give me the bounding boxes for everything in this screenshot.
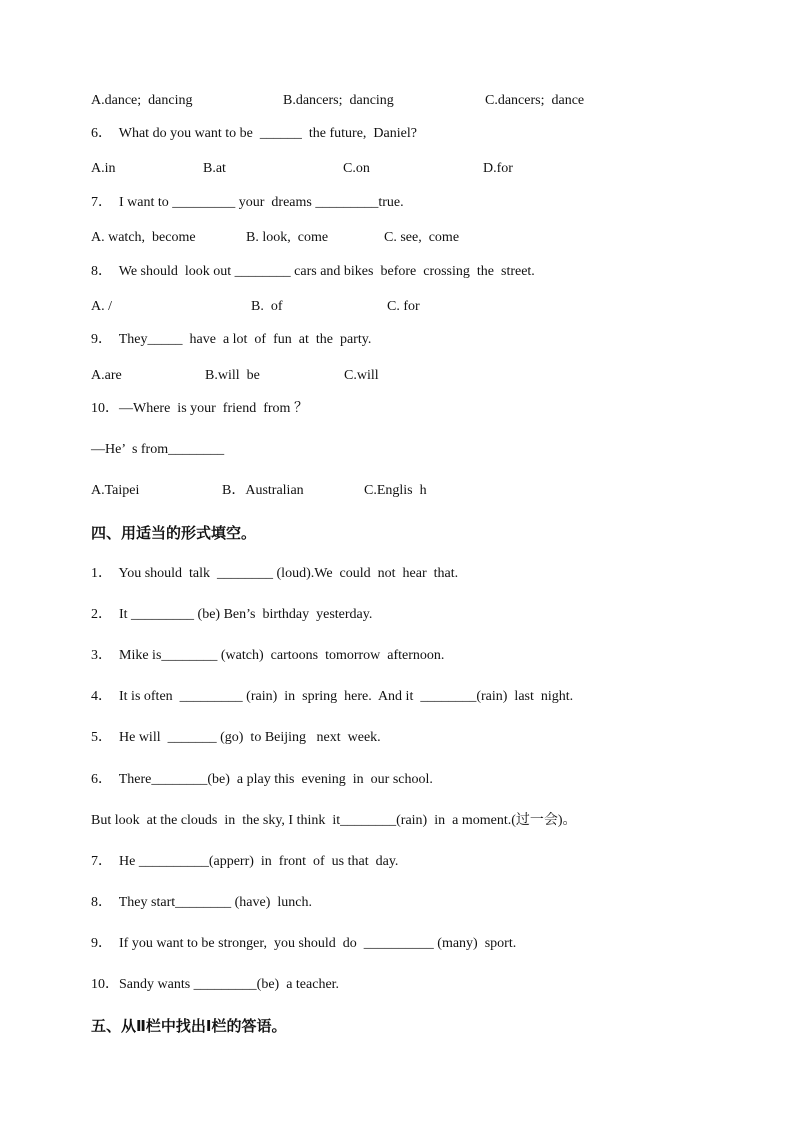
q5-option-a: A.dance; dancing	[91, 93, 193, 108]
q10-option-a: A.Taipei	[91, 483, 140, 498]
q10-answer-line: —He’ s from________	[91, 442, 225, 457]
fill-item-2: 2． It _________ (be) Ben’s birthday yesterday.	[91, 607, 373, 622]
q6-option-c: C.on	[343, 161, 370, 176]
fill-item-10: 10．Sandy wants _________(be) a teacher.	[91, 977, 340, 992]
fill-item-5: 5． He will _______ (go) to Beijing next week.	[91, 730, 381, 745]
q6-stem: 6． What do you want to be ______ the future, Daniel?	[91, 126, 417, 141]
fill-item-1: 1． You should talk ________ (loud).We could not hear that.	[91, 566, 459, 581]
q10-option-b: B．Australian	[222, 483, 304, 498]
fill-item-9: 9． If you want to be stronger, you should do __________ (many) sport.	[91, 936, 517, 951]
q9-option-b: B.will be	[205, 368, 260, 383]
q8-option-b: B. of	[251, 299, 283, 314]
section-4-heading: 四、用适当的形式填空。	[91, 524, 257, 542]
fill-item-6: 6． There________(be) a play this evening in our school.	[91, 772, 433, 787]
q8-stem: 8． We should look out ________ cars and bikes before crossing the street.	[91, 264, 535, 279]
q5-option-c: C.dancers; dance	[485, 93, 585, 108]
q6-option-a: A.in	[91, 161, 116, 176]
fill-item-8: 8． They start________ (have) lunch.	[91, 895, 312, 910]
fill-item-3: 3． Mike is________ (watch) cartoons tomorrow afternoon.	[91, 648, 445, 663]
fill-item-4: 4． It is often _________ (rain) in spring here. And it ________(rain) last night.	[91, 689, 574, 704]
q6-option-b: B.at	[203, 161, 226, 176]
q10-stem: 10．—Where is your friend from ？	[91, 401, 308, 416]
q7-option-c: C. see, come	[384, 230, 460, 245]
fill-item-7: 7． He __________(apperr) in front of us that day.	[91, 854, 399, 869]
q7-option-b: B. look, come	[246, 230, 329, 245]
q6-option-d: D.for	[483, 161, 513, 176]
q8-option-c: C. for	[387, 299, 420, 314]
q5-option-b: B.dancers; dancing	[283, 93, 394, 108]
q7-option-a: A. watch, become	[91, 230, 196, 245]
q9-option-a: A.are	[91, 368, 122, 383]
q9-stem: 9． They_____ have a lot of fun at the party.	[91, 332, 372, 347]
q9-option-c: C.will	[344, 368, 379, 383]
q8-option-a: A. /	[91, 299, 112, 314]
q10-option-c: C.Englis h	[364, 483, 427, 498]
q7-stem: 7． I want to _________ your dreams _________true.	[91, 195, 404, 210]
section-5-heading: 五、从Ⅱ栏中找出Ⅰ栏的答语。	[91, 1017, 287, 1035]
fill-item-6-continued: But look at the clouds in the sky, I think it________(rain) in a moment.(过一会)。	[91, 813, 577, 828]
